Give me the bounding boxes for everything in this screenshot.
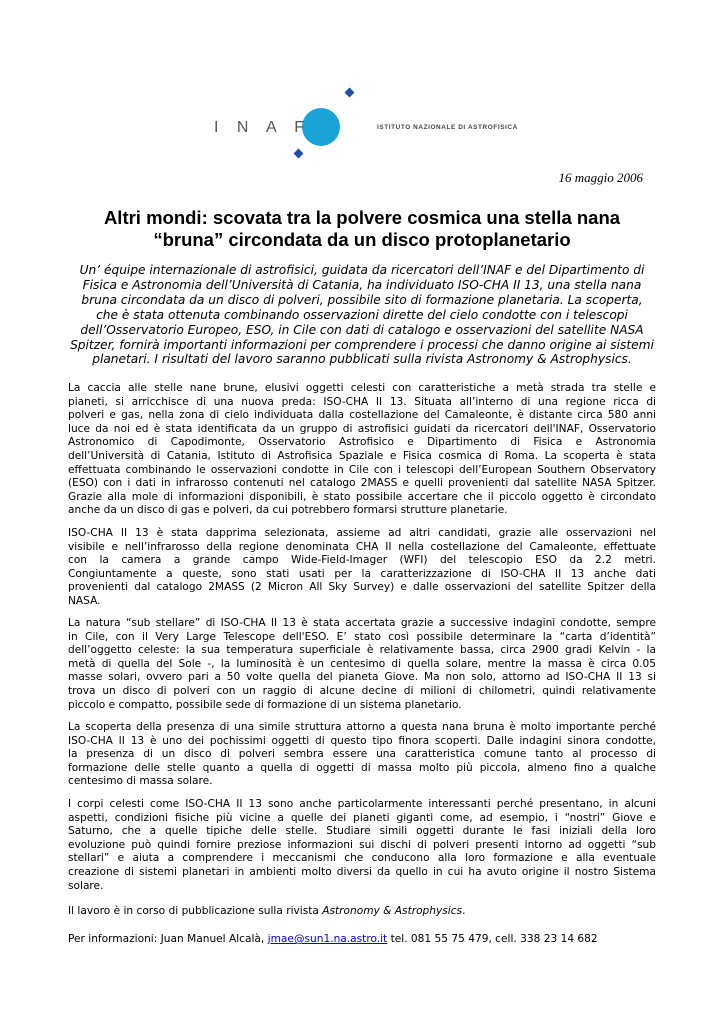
contact-email-link[interactable]: jmae@sun1.na.astro.it — [267, 933, 388, 945]
logo-wordmark: I N A F — [214, 119, 312, 136]
body-line: Grazie alla mole di informazioni disponibili, è stato possibile accertare che il piccolo oggetto è circondato — [68, 490, 656, 503]
body-line: metà di quella del Sole -, la luminosità è un centesimo di quella solare, mentre la massa è circa 0.05 — [68, 657, 656, 670]
body-line: in Cile, con il Very Large Telescope dell'ESO. E’ stato così possibile determinare la “carta d’identità” — [68, 630, 656, 643]
closing-line — [68, 905, 656, 919]
body-line: Congiuntamente a queste, sono stati usati per la caratterizzazione di ISO-CHA II 13 anche dati — [68, 567, 656, 580]
body-line: (ESO) con i dati in infrarosso contenuti nel catalogo 2MASS e quelli provenienti dal satellite NASA Spitzer. — [68, 477, 656, 490]
body-paragraph-4 — [68, 721, 656, 789]
logo-fullname: ISTITUTO NAZIONALE DI ASTROFISICA — [377, 124, 518, 131]
body-line: piccolo e compatto, possibile sede di formazione di un sistema planetario. — [68, 698, 462, 711]
journal-name: Astronomy & Astrophysics — [322, 905, 463, 917]
body-line: La natura “sub stellare” di ISO-CHA II 13 è stata accertata grazie a successive indagini condotte, sempre — [68, 617, 656, 629]
body-line: evoluzione può quindi fornire preziose informazioni sui dischi di polveri presenti intorno ad oggetti “sub — [68, 838, 656, 851]
document-title — [68, 207, 656, 251]
body-line: provenienti dal catalogo 2MASS (2 Micron All Sky Survey) e dalle osservazioni del satellite Spitzer della — [68, 581, 656, 594]
body-line: luce da noi ed è stata identificata da un gruppo di astrofisici guidati da ricercatori dell'INAF, Osservatorio — [68, 422, 656, 435]
logo-diamond-small — [345, 88, 355, 98]
body-line: formazione delle stelle quanto a quella di oggetti di massa molto più piccola, almeno fino a qualche — [68, 761, 656, 774]
body-line: centesimo di massa solare. — [68, 775, 213, 788]
body-paragraph-5 — [68, 798, 656, 893]
closing-suffix: . — [462, 905, 466, 917]
body-line: ISO-CHA II 13 è stata dapprima selezionata, assieme ad altri candidati, grazie alle osservazioni nel — [68, 527, 656, 539]
body-line: masse solari, ovvero pari a 50 volte quella del pianeta Giove. Ma non solo, attorno ad ISO-CHA II 13 si — [68, 671, 656, 684]
contact-suffix: tel. 081 55 75 479, cell. 338 23 14 682 — [387, 933, 598, 945]
body-line: visibile e nell’infrarosso della regione denominata CHA II nella costellazione del Camaleonte, effettuate — [68, 540, 656, 553]
lead-line: planetari. I risultati del lavoro saranno pubblicati sulla rivista Astronomy & Astrophysics. — [92, 352, 632, 367]
closing-prefix: Il lavoro è in corso di pubblicazione sulla rivista — [68, 905, 323, 917]
body-line: con la camera a grande campo Wide-Field-Imager (WFI) del telescopio ESO da 2.2 metri. — [68, 554, 656, 567]
body-line: la presenza di un disco di polveri sembra essere una caratteristica comune tanto al processo di — [68, 748, 656, 761]
body-line: Saturno, che a quelle tipiche delle stelle. Studiare simili oggetti durante le fasi iniziali della loro — [68, 825, 656, 838]
lead-paragraph — [68, 263, 656, 367]
body-line: trova un disco di polveri con un raggio di alcune decine di milioni di chilometri, quindi relativamente — [68, 684, 656, 697]
body-line: anche da un disco di gas e polveri, da cui potrebbero formarsi strutture planetarie. — [68, 504, 508, 517]
closing-paragraph — [68, 905, 656, 919]
inaf-logo — [0, 0, 724, 170]
lead-line: Un’ équipe internazionale di astrofisici, guidata da ricercatori dell’INAF e del Dipartimento di — [79, 263, 645, 277]
lead-line: dell’Osservatorio Europeo, ESO, in Cile con dati di catalogo e osservazioni del satellite NASA — [80, 322, 644, 337]
contact-line — [68, 933, 656, 947]
body-paragraph-1 — [68, 382, 656, 518]
body-line: pianeti, si arricchisce di una nuova preda: ISO-CHA II 13. Situata all’interno di una regione ricca di — [68, 395, 656, 408]
body-line: effettuata combinando le osservazioni condotte in Cile con i telescopi dell’European Southern Observatory — [68, 463, 656, 476]
body-paragraph-2 — [68, 527, 656, 609]
body-line: polveri e gas, nella zona di cielo individuata dalla costellazione del Camaleonte, è distante circa 580 anni — [68, 409, 656, 422]
body-line: Astronomico di Capodimonte, Osservatorio Astrofisico e Dipartimento di Fisica e Astronomia — [68, 436, 656, 449]
lead-line: Spitzer, fornirà importanti informazioni per comprendere i processi che danno origine ai sistemi — [70, 337, 654, 352]
body-paragraph-3 — [68, 617, 656, 712]
body-line: creazione di sistemi planetari in ambienti molto diversi da quello in cui ha avuto origine il nostro Sistema — [68, 865, 656, 878]
body-line: solare. — [68, 879, 104, 892]
lead-line: che è stata ottenuta combinando osservazioni dirette del cielo condotte con i telescopi — [96, 307, 628, 322]
contact-paragraph — [68, 933, 656, 947]
title-line: “bruna” circondata da un disco protoplanetario — [153, 229, 571, 250]
body-line: aspetti, condizioni fisiche più vicine a quelle dei pianeti giganti come, ad esempio, i “nostri” Giove e — [68, 811, 656, 824]
document-date: 16 maggio 2006 — [558, 170, 643, 185]
lead-line: Fisica e Astronomia dell’Università di Catania, ha individuato ISO-CHA II 13, una stella nana — [82, 277, 642, 292]
title-line: Altri mondi: scovata tra la polvere cosmica una stella nana — [103, 207, 621, 228]
body-line: I corpi celesti come ISO-CHA II 13 sono anche particolarmente interessanti perché presentano, in alcuni — [68, 798, 656, 810]
lead-line: bruna circondata da un disco di polveri, possibile sito di formazione planetaria. La scoperta, — [81, 292, 643, 307]
body-line: ISO-CHA II 13 è uno dei pochissimi oggetti di questo tipo finora scoperti. Dalle indagini sinora condotte, — [68, 734, 656, 747]
body-line: dell’Università di Catania, Istituto di Astrofisica Spaziale e Fisica cosmica di Roma. La scoperta è stata — [68, 449, 656, 462]
body-line: La scoperta della presenza di una simile struttura attorno a questa nana bruna è molto importante perché — [68, 721, 656, 733]
body-line: La caccia alle stelle nane brune, elusivi oggetti celesti con caratteristiche a metà strada tra stelle e — [68, 382, 656, 394]
body-line: dell’oggetto celeste: la sua temperatura superficiale è relativamente bassa, circa 2900 gradi Kelvin - la — [68, 644, 656, 657]
contact-prefix: Per informazioni: Juan Manuel Alcalà, — [68, 933, 268, 945]
body-line: NASA. — [68, 594, 101, 607]
body-line: stellari” e aiuta a comprendere i meccanismi che conducono alla loro formazione e alla eventuale — [68, 852, 656, 865]
logo-diamond-large — [294, 149, 304, 159]
